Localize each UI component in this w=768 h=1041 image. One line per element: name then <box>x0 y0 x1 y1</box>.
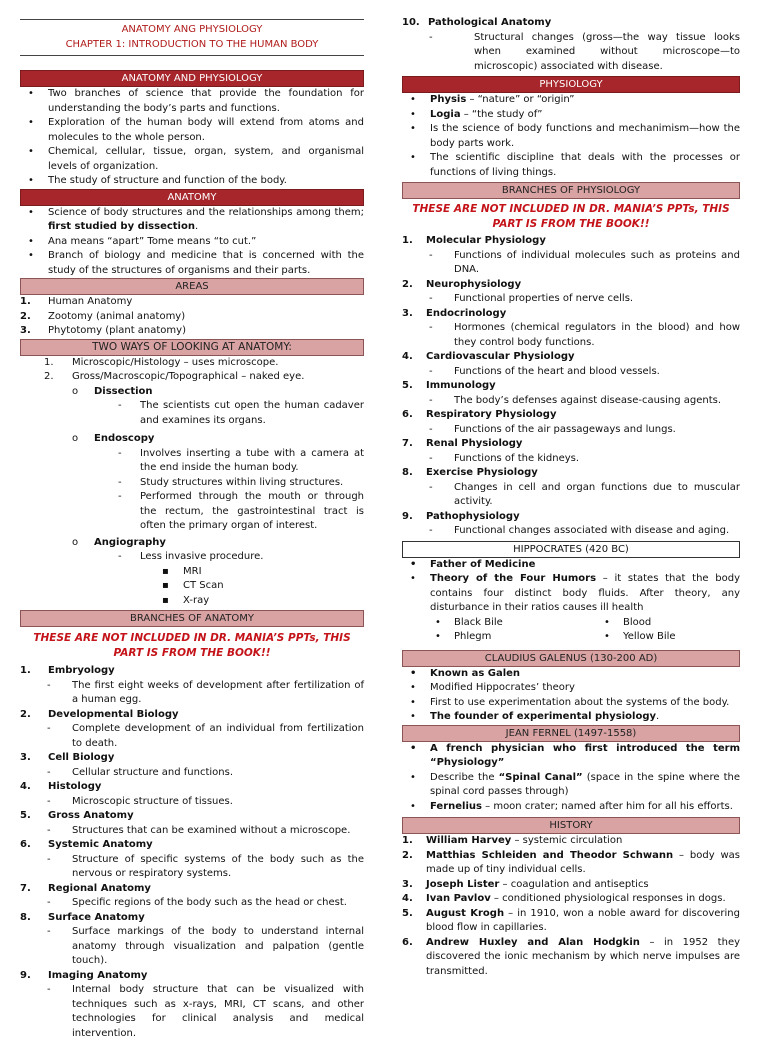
person-name: Joseph Lister <box>426 878 500 890</box>
humors-grid <box>402 616 740 631</box>
contribution: – systemic circulation <box>511 835 623 846</box>
text: – it states that the body contains four distinct body fluids. After theory, any disturbance in their ratios causes ill health <box>430 573 741 613</box>
list-item <box>20 310 364 325</box>
branch-item <box>20 780 364 795</box>
list-item <box>402 93 740 108</box>
item-number: 1. <box>44 356 54 368</box>
physiology-branches-list <box>402 234 740 539</box>
branch-item <box>402 278 740 293</box>
item-description: - Internal body structure that can be visualized with techniques such as x-rays, MRI, CT scans, and other technologies for clinical analysis and medical intervention. <box>20 983 364 1041</box>
item-description: - Hormones (chemical regulators in the blood) and how they control body functions. <box>402 321 740 350</box>
text: – moon crater; named after him for all his efforts. <box>481 800 733 812</box>
item-description: - Functions of the kidneys. <box>402 452 740 467</box>
text: (space in the spine where the spinal cord passes through) <box>430 771 741 797</box>
contribution: – in 1910, won a noble award for discovering blood flow in capillaries. <box>426 907 740 933</box>
list-item: • Known as Galen <box>402 667 740 682</box>
branch-item <box>20 911 364 926</box>
galenus-list <box>402 667 740 725</box>
list-item <box>402 710 740 725</box>
item-number: 2. <box>20 310 31 322</box>
bold-text: The founder of experimental physiology <box>430 711 657 722</box>
item-title: Cell Biology <box>48 752 115 763</box>
pathological-anatomy <box>402 16 740 31</box>
text: – “nature” or “origin” <box>466 94 575 105</box>
section-header-fernel: JEAN FERNEL (1497-1558) <box>402 725 740 742</box>
item-number: 3. <box>20 325 31 336</box>
branch-item <box>402 510 740 525</box>
contribution: – in 1952 they discovered the ionic mechanism by which nerve impulses are transmitted. <box>426 936 741 977</box>
item-title: Neurophysiology <box>426 278 522 290</box>
list-item: • The study of structure and function of the body. <box>20 174 364 189</box>
branch-item <box>20 838 364 853</box>
endoscopy-desc: - Study structures within living structures. <box>20 476 364 491</box>
branch-item <box>20 882 364 897</box>
branch-item <box>402 437 740 452</box>
book-note: THESE ARE NOT INCLUDED IN DR. MANIA’S PPTs, THIS PART IS FROM THE BOOK!! <box>412 203 730 230</box>
contribution: – conditioned physiological responses in dogs. <box>490 893 726 904</box>
hippocrates-list <box>402 558 740 616</box>
item-description: - Functions of individual molecules such as proteins and DNA. <box>402 249 740 278</box>
person-name: Andrew Huxley and Alan Hodgkin <box>426 936 640 948</box>
item-number: 1. <box>20 665 31 676</box>
item-number: 7. <box>402 438 413 449</box>
section-header-physiology: PHYSIOLOGY <box>402 76 740 93</box>
list-item: • Exploration of the human body will extend from atoms and molecules to the whole person. <box>20 116 364 145</box>
item-description: - Specific regions of the body such as the head or chest. <box>20 896 364 911</box>
item-description: - Complete development of an individual from fertilization to death. <box>20 722 364 751</box>
item-description: - The first eight weeks of development after fertilization of a human egg. <box>20 679 364 708</box>
item-number: 9. <box>20 969 31 981</box>
humor-item: • Phlegm <box>402 630 571 645</box>
item-number: 3. <box>20 752 31 763</box>
text: – “the study of” <box>460 108 543 120</box>
list-item <box>402 108 740 123</box>
section-header-two-ways: TWO WAYS OF LOOKING AT ANATOMY: <box>20 339 364 356</box>
item-description: - Surface markings of the body to understand internal anatomy through visualization and palpation (gentle touch). <box>20 925 364 969</box>
item-number: 1. <box>402 835 413 846</box>
item-number: 8. <box>402 467 413 478</box>
list-item <box>20 295 364 310</box>
item-number: 6. <box>20 839 31 850</box>
item-title: Renal Physiology <box>426 438 523 449</box>
list-item <box>44 370 364 385</box>
item-description: - Functions of the air passageways and lungs. <box>402 423 740 438</box>
list-item: • Chemical, cellular, tissue, organ, system, and organismal levels of organization. <box>20 145 364 174</box>
item-number: 5. <box>402 907 413 919</box>
item-title: Developmental Biology <box>48 708 179 720</box>
item-number: 1. <box>20 296 31 307</box>
list-item: • Ana means “apart” Tome means “to cut.” <box>20 235 364 250</box>
bold-text: “Spinal Canal” <box>498 771 583 783</box>
list-item <box>402 771 740 800</box>
anatomy-branches-list <box>20 664 364 1041</box>
item-number: 3. <box>402 307 413 319</box>
title-line-1: ANATOMY ANG PHYSIOLOGY <box>121 24 263 35</box>
branch-item <box>402 466 740 481</box>
list-item: • Father of Medicine <box>402 558 740 573</box>
item-number: 4. <box>20 781 31 792</box>
list-item <box>20 324 364 339</box>
list-item: • Branch of biology and medicine that is concerned with the study of the structures of organisms and their parts. <box>20 249 364 278</box>
list-item: • The scientific discipline that deals with the processes or functions of living things. <box>402 151 740 180</box>
endoscopy-desc: - Involves inserting a tube with a camera at the end inside the human body. <box>20 447 364 476</box>
contribution: – coagulation and antiseptics <box>499 878 649 890</box>
item-title: Exercise Physiology <box>426 467 538 478</box>
item-text: Microscopic/Histology – uses microscope. <box>72 356 279 368</box>
item-number: 2. <box>402 849 413 861</box>
imaging-item: ▪ X-ray <box>20 594 364 609</box>
text: . <box>194 221 199 232</box>
person-name: August Krogh <box>426 907 505 919</box>
dissection-label: o Dissection <box>20 385 364 400</box>
item-number: 4. <box>402 351 413 362</box>
list-item: • Is the science of body functions and mechanimism—how the body parts work. <box>402 122 740 151</box>
humor-item: • Blood <box>571 616 740 631</box>
endoscopy-label: o Endoscopy <box>20 432 364 447</box>
item-title: Surface Anatomy <box>48 911 145 923</box>
item-title: Embryology <box>48 665 115 676</box>
item-number: 8. <box>20 911 31 923</box>
item-number: 6. <box>402 409 413 420</box>
angiography-desc: - Less invasive procedure. <box>20 550 364 565</box>
item-number: 5. <box>20 810 31 821</box>
section-header-areas: AREAS <box>20 278 364 295</box>
item-number: 10. <box>402 17 420 28</box>
history-item <box>402 878 740 893</box>
list-item <box>402 800 740 815</box>
history-item <box>402 907 740 936</box>
bold-text: Theory of the Four Humors <box>430 573 597 584</box>
history-item <box>402 936 740 980</box>
branch-item <box>402 307 740 322</box>
item-description: - Structures that can be examined without a microscope. <box>20 824 364 839</box>
item-number: 5. <box>402 380 413 391</box>
title-line-2: CHAPTER 1: INTRODUCTION TO THE HUMAN BODY <box>20 37 364 56</box>
branch-item <box>20 664 364 679</box>
humor-item: • Yellow Bile <box>571 630 740 645</box>
humor-item: • Black Bile <box>402 616 571 631</box>
right-column <box>402 0 740 979</box>
branch-item <box>402 408 740 423</box>
anatomy-list <box>20 206 364 279</box>
section-header-branches-of-physiology: BRANCHES OF PHYSIOLOGY <box>402 182 740 199</box>
item-title: Immunology <box>426 380 496 391</box>
item-description: - The body’s defenses against disease-causing agents. <box>402 394 740 409</box>
item-text: Pathological Anatomy <box>428 17 552 28</box>
dissection-desc: - The scientists cut open the human cadaver and examines its organs. <box>20 399 364 428</box>
endoscopy-desc: - Performed through the mouth or through the rectum, the gastrointestinal tract is often the primary organ of interest. <box>20 490 364 534</box>
branch-item <box>402 234 740 249</box>
pathological-desc: - Structural changes (gross—the way tissue looks when examined without microscope—to microscopic) associated with disease. <box>402 31 740 75</box>
fernel-list <box>402 742 740 815</box>
item-text: Zootomy (animal anatomy) <box>48 310 186 322</box>
item-number: 1. <box>402 235 413 246</box>
left-column <box>20 0 364 1041</box>
person-name: William Harvey <box>426 835 512 846</box>
person-name: Ivan Pavlov <box>426 893 491 904</box>
section-header-galenus: CLAUDIUS GALENUS (130-200 AD) <box>402 650 740 667</box>
person-name: Matthias Schleiden and Theodor Schwann <box>426 849 674 861</box>
list-item: • A french physician who first introduced the term “Physiology” <box>402 742 740 771</box>
branch-item <box>20 969 364 984</box>
item-number: 4. <box>402 893 413 904</box>
branch-item <box>20 751 364 766</box>
item-number: 9. <box>402 510 413 522</box>
imaging-item: ▪ CT Scan <box>20 579 364 594</box>
item-number: 2. <box>44 371 54 382</box>
item-description: - Cellular structure and functions. <box>20 766 364 781</box>
item-title: Systemic Anatomy <box>48 839 153 850</box>
item-title: Molecular Physiology <box>426 235 546 246</box>
branch-item <box>402 379 740 394</box>
bold-text: Physis <box>430 94 467 105</box>
bold-text: Fernelius <box>430 800 482 812</box>
item-title: Histology <box>48 781 102 792</box>
section-header-branches-of-anatomy: BRANCHES OF ANATOMY <box>20 610 364 627</box>
text: Describe the <box>430 771 499 783</box>
book-note: THESE ARE NOT INCLUDED IN DR. MANIA’S PPTs, THIS PART IS FROM THE BOOK!! <box>33 632 351 659</box>
section-header-hippocrates: HIPPOCRATES (420 BC) <box>402 541 740 558</box>
item-title: Endocrinology <box>426 307 507 319</box>
item-description: - Structure of specific systems of the body such as the nervous or respiratory systems. <box>20 853 364 882</box>
item-title: Imaging Anatomy <box>48 969 148 981</box>
item-number: 2. <box>20 708 31 720</box>
branch-item <box>20 708 364 723</box>
list-item <box>402 572 740 616</box>
list-item: • First to use experimentation about the systems of the body. <box>402 696 740 711</box>
bold-text: Logia <box>430 108 461 120</box>
item-title: Gross Anatomy <box>48 810 134 821</box>
branch-item <box>20 809 364 824</box>
item-number: 3. <box>402 878 413 890</box>
document-title <box>20 19 364 56</box>
list-item: • Modified Hippocrates’ theory <box>402 681 740 696</box>
section-header-history: HISTORY <box>402 817 740 834</box>
item-description: - Microscopic structure of tissues. <box>20 795 364 810</box>
contribution: – body was made up of tiny individual cells. <box>426 849 740 875</box>
areas-list <box>20 295 364 339</box>
section-header-anatomy: ANATOMY <box>20 189 364 206</box>
item-text: Phytotomy (plant anatomy) <box>48 325 186 336</box>
anatomy-physiology-list <box>20 87 364 189</box>
item-number: 7. <box>20 882 31 894</box>
item-description: - Functional changes associated with disease and aging. <box>402 524 740 539</box>
humors-grid <box>402 630 740 645</box>
text: . <box>656 711 660 722</box>
history-item <box>402 892 740 907</box>
item-text: Gross/Macroscopic/Topographical – naked eye. <box>72 371 305 382</box>
history-list <box>402 834 740 979</box>
text: Science of body structures and the relationships among them; <box>48 206 364 218</box>
item-description: - Functions of the heart and blood vessels. <box>402 365 740 380</box>
history-item <box>402 849 740 878</box>
angiography-label: o Angiography <box>20 536 364 551</box>
item-title: Cardiovascular Physiology <box>426 351 575 362</box>
item-number: 2. <box>402 278 413 290</box>
history-item <box>402 834 740 849</box>
list-item <box>20 206 364 235</box>
list-item <box>44 356 364 371</box>
section-header-anatomy-and-physiology: ANATOMY AND PHYSIOLOGY <box>20 70 364 87</box>
item-title: Regional Anatomy <box>48 882 151 894</box>
branch-item <box>402 350 740 365</box>
item-number: 6. <box>402 936 413 948</box>
two-ways-list <box>20 356 364 385</box>
list-item: • Two branches of science that provide the foundation for understanding the body’s parts and functions. <box>20 87 364 116</box>
item-title: Pathophysiology <box>426 510 520 522</box>
item-text: Human Anatomy <box>48 296 133 307</box>
item-title: Respiratory Physiology <box>426 409 557 420</box>
imaging-item: ▪ MRI <box>20 565 364 580</box>
item-description: - Changes in cell and organ functions due to muscular activity. <box>402 481 740 510</box>
bold-text: first studied by dissection <box>48 221 195 232</box>
physiology-list <box>402 93 740 180</box>
item-description: - Functional properties of nerve cells. <box>402 292 740 307</box>
